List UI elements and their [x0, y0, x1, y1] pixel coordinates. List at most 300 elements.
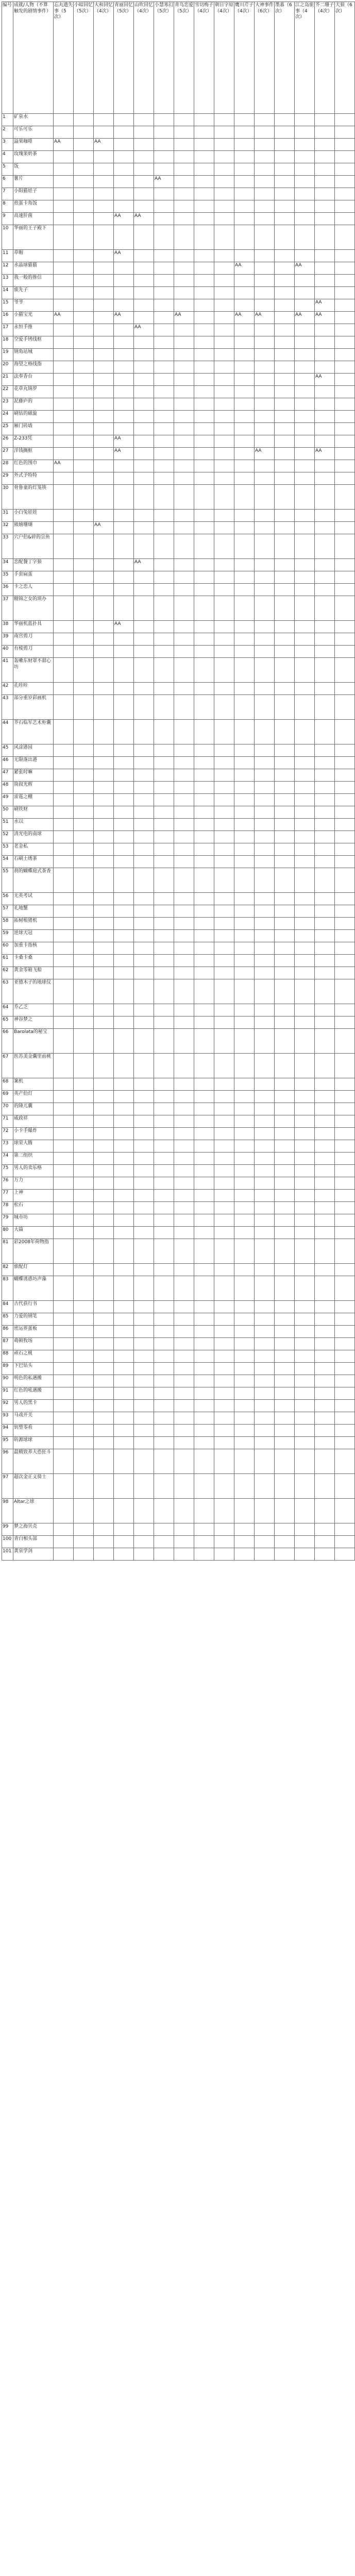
table-row: [2, 324, 355, 336]
cell-mark: [234, 1004, 255, 1016]
cell-mark: [134, 262, 154, 275]
table-row: [2, 1375, 355, 1387]
cell-mark: [234, 1190, 255, 1202]
table-row: [2, 188, 355, 200]
cell-mark: [194, 819, 214, 831]
cell-mark: [114, 1227, 134, 1239]
cell-mark: [255, 769, 275, 782]
cell-mark: [275, 1412, 295, 1425]
cell-mark: [94, 658, 114, 683]
cell-mark: [114, 1437, 134, 1449]
cell-mark: [255, 559, 275, 571]
cell-mark: [114, 1239, 134, 1264]
cell-mark: [154, 485, 174, 510]
cell-mark: [154, 1548, 174, 1561]
cell-mark: [194, 1548, 214, 1561]
cell-mark: [255, 1499, 275, 1523]
row-name: 华丽的王子殿下: [13, 225, 54, 250]
cell-mark: [94, 262, 114, 275]
cell-mark: [214, 1153, 234, 1165]
cell-mark: [94, 114, 114, 126]
cell-mark: [194, 621, 214, 633]
cell-mark: [194, 336, 214, 349]
cell-mark: [315, 621, 335, 633]
cell-mark: [54, 831, 74, 843]
cell-mark: [134, 176, 154, 188]
cell-mark: [74, 806, 94, 819]
cell-mark: [174, 1412, 194, 1425]
table-row: [2, 1091, 355, 1103]
cell-mark: [194, 386, 214, 398]
cell-mark: [295, 782, 315, 794]
cell-mark: [74, 720, 94, 744]
cell-mark: [54, 1425, 74, 1437]
cell-mark: [234, 435, 255, 448]
row-number: 1: [2, 114, 13, 126]
cell-mark: [114, 633, 134, 646]
header-column: 小暗回忆（5次）: [74, 2, 94, 114]
cell-mark: [214, 769, 234, 782]
cell-mark: [275, 683, 295, 695]
cell-mark: [275, 1449, 295, 1474]
cell-mark: [114, 176, 134, 188]
row-name: 可乐可乐: [13, 126, 54, 139]
cell-mark: [315, 534, 335, 559]
cell-mark: [114, 757, 134, 769]
cell-mark: [234, 1214, 255, 1227]
cell-mark: AA: [295, 312, 315, 324]
cell-mark: [214, 1004, 234, 1016]
cell-mark: [134, 1239, 154, 1264]
row-number: 6: [2, 176, 13, 188]
cell-mark: [154, 386, 174, 398]
row-number: 50: [2, 806, 13, 819]
cell-mark: [295, 769, 315, 782]
table-row: [2, 571, 355, 584]
row-number: 29: [2, 472, 13, 485]
cell-mark: [214, 559, 234, 571]
cell-mark: [154, 361, 174, 374]
cell-mark: [74, 1190, 94, 1202]
cell-mark: [174, 411, 194, 423]
cell-mark: [255, 782, 275, 794]
row-name: 大篇: [13, 1227, 54, 1239]
table-row: [2, 114, 355, 126]
cell-mark: [134, 1140, 154, 1153]
cell-mark: [315, 658, 335, 683]
header-column: 山吹回忆（4次）: [134, 2, 154, 114]
cell-mark: [94, 1313, 114, 1326]
cell-mark: [194, 1029, 214, 1054]
cell-mark: [275, 1400, 295, 1412]
cell-mark: [295, 163, 315, 176]
cell-mark: [94, 744, 114, 757]
cell-mark: [255, 1214, 275, 1227]
cell-mark: [194, 1449, 214, 1474]
cell-mark: [174, 510, 194, 522]
row-number: 13: [2, 275, 13, 287]
table-row: [2, 1276, 355, 1301]
cell-mark: [275, 918, 295, 930]
row-number: 97: [2, 1474, 13, 1499]
cell-mark: [255, 139, 275, 151]
row-number: 33: [2, 534, 13, 559]
row-name: 蝴蝶诱惑坊声藻: [13, 1276, 54, 1301]
cell-mark: [54, 1091, 74, 1103]
cell-mark: [234, 448, 255, 460]
cell-mark: [114, 1326, 134, 1338]
row-number: 78: [2, 1202, 13, 1214]
cell-mark: [335, 1437, 355, 1449]
cell-mark: [214, 176, 234, 188]
cell-mark: [174, 1177, 194, 1190]
cell-mark: AA: [234, 312, 255, 324]
cell-mark: [295, 1375, 315, 1387]
table-row: [2, 200, 355, 213]
row-number: 59: [2, 930, 13, 942]
cell-mark: [234, 1239, 255, 1264]
cell-mark: [275, 658, 295, 683]
cell-mark: [275, 1437, 295, 1449]
cell-mark: [275, 510, 295, 522]
cell-mark: [214, 126, 234, 139]
cell-mark: [295, 967, 315, 979]
cell-mark: [174, 1548, 194, 1561]
cell-mark: [335, 1153, 355, 1165]
cell-mark: [275, 1177, 295, 1190]
cell-mark: [315, 893, 335, 905]
cell-mark: [114, 1054, 134, 1078]
row-name: 玫瑰果奶茶: [13, 151, 54, 163]
cell-mark: [114, 967, 134, 979]
cell-mark: [74, 1054, 94, 1078]
cell-mark: [174, 1400, 194, 1412]
cell-mark: [335, 1177, 355, 1190]
cell-mark: [114, 225, 134, 250]
cell-mark: [275, 1239, 295, 1264]
cell-mark: AA: [134, 324, 154, 336]
row-name: 黄泉学剑: [13, 1548, 54, 1561]
cell-mark: [134, 571, 154, 584]
cell-mark: [154, 1449, 174, 1474]
cell-mark: [74, 522, 94, 534]
cell-mark: [255, 225, 275, 250]
cell-mark: [54, 905, 74, 918]
cell-mark: [194, 930, 214, 942]
cell-mark: [335, 856, 355, 868]
cell-mark: [295, 250, 315, 262]
cell-mark: [174, 522, 194, 534]
cell-mark: [255, 955, 275, 967]
cell-mark: [295, 460, 315, 472]
cell-mark: [114, 411, 134, 423]
cell-mark: [315, 1437, 335, 1449]
cell-mark: [335, 188, 355, 200]
cell-mark: [234, 1103, 255, 1115]
cell-mark: [315, 868, 335, 893]
header-column: 墨暮（6次）: [275, 2, 295, 114]
cell-mark: [275, 1536, 295, 1548]
cell-mark: [255, 1128, 275, 1140]
cell-mark: [234, 398, 255, 411]
cell-mark: [335, 510, 355, 522]
row-number: 36: [2, 584, 13, 596]
cell-mark: [255, 1313, 275, 1326]
cell-mark: [174, 955, 194, 967]
cell-mark: [174, 1326, 194, 1338]
cell-mark: [54, 398, 74, 411]
row-name: 溢果咖啡: [13, 139, 54, 151]
table-row: [2, 1115, 355, 1128]
cell-mark: [214, 472, 234, 485]
cell-mark: [255, 893, 275, 905]
cell-mark: [154, 1375, 174, 1387]
cell-mark: [94, 225, 114, 250]
row-name: 男人的卖乐格: [13, 1165, 54, 1177]
cell-mark: [194, 1276, 214, 1301]
cell-mark: [134, 1548, 154, 1561]
cell-mark: [234, 1474, 255, 1499]
cell-mark: [74, 1091, 94, 1103]
cell-mark: [134, 1387, 154, 1400]
cell-mark: [54, 1054, 74, 1078]
cell-mark: [295, 695, 315, 720]
cell-mark: [194, 695, 214, 720]
cell-mark: [74, 596, 94, 621]
cell-mark: [214, 695, 234, 720]
cell-mark: [275, 967, 295, 979]
cell-mark: [74, 1115, 94, 1128]
cell-mark: [54, 658, 74, 683]
cell-mark: [295, 918, 315, 930]
cell-mark: [194, 1474, 214, 1499]
cell-mark: [194, 769, 214, 782]
row-number: 12: [2, 262, 13, 275]
cell-mark: [74, 559, 94, 571]
cell-mark: [134, 819, 154, 831]
cell-mark: [54, 806, 74, 819]
cell-mark: [315, 1202, 335, 1214]
cell-mark: [194, 1115, 214, 1128]
cell-mark: [154, 1115, 174, 1128]
cell-mark: [54, 1140, 74, 1153]
cell-mark: [174, 139, 194, 151]
cell-mark: [54, 188, 74, 200]
cell-mark: AA: [94, 139, 114, 151]
cell-mark: [214, 1375, 234, 1387]
cell-mark: [275, 942, 295, 955]
row-name: 旅配灯: [13, 1264, 54, 1276]
cell-mark: [114, 324, 134, 336]
cell-mark: [255, 1264, 275, 1276]
cell-mark: [174, 472, 194, 485]
cell-mark: [194, 312, 214, 324]
row-name: 第二组织: [13, 1153, 54, 1165]
cell-mark: [54, 275, 74, 287]
cell-mark: [275, 720, 295, 744]
cell-mark: [295, 720, 315, 744]
cell-mark: [214, 1276, 234, 1301]
cell-mark: [134, 856, 154, 868]
cell-mark: [255, 423, 275, 435]
cell-mark: [114, 856, 134, 868]
cell-mark: [335, 522, 355, 534]
cell-mark: [234, 819, 255, 831]
cell-mark: [295, 1227, 315, 1239]
row-name: 煎蛋卡角饭: [13, 200, 54, 213]
cell-mark: [94, 843, 114, 856]
cell-mark: [74, 423, 94, 435]
cell-mark: [315, 250, 335, 262]
cell-mark: [234, 1153, 255, 1165]
cell-mark: [74, 1264, 94, 1276]
row-number: 39: [2, 633, 13, 646]
row-number: 101: [2, 1548, 13, 1561]
cell-mark: [295, 1091, 315, 1103]
cell-mark: [295, 1165, 315, 1177]
cell-mark: [54, 683, 74, 695]
cell-mark: [154, 522, 174, 534]
cell-mark: [214, 720, 234, 744]
cell-mark: [335, 312, 355, 324]
cell-mark: [194, 1412, 214, 1425]
cell-mark: [94, 1375, 114, 1387]
cell-mark: [154, 1363, 174, 1375]
cell-mark: [335, 769, 355, 782]
cell-mark: [194, 126, 214, 139]
cell-mark: [54, 744, 74, 757]
cell-mark: [134, 1276, 154, 1301]
cell-mark: [74, 1202, 94, 1214]
cell-mark: [234, 1375, 255, 1387]
cell-mark: [154, 1004, 174, 1016]
cell-mark: [74, 1165, 94, 1177]
cell-mark: AA: [114, 448, 134, 460]
row-number: 11: [2, 250, 13, 262]
table-row: [2, 1165, 355, 1177]
row-number: 42: [2, 683, 13, 695]
cell-mark: [54, 571, 74, 584]
cell-mark: [255, 114, 275, 126]
cell-mark: [174, 1523, 194, 1536]
cell-mark: [154, 868, 174, 893]
row-number: 54: [2, 856, 13, 868]
cell-mark: [114, 782, 134, 794]
cell-mark: [295, 1153, 315, 1165]
table-row: [2, 1202, 355, 1214]
cell-mark: [54, 918, 74, 930]
cell-mark: [335, 695, 355, 720]
cell-mark: [214, 757, 234, 769]
cell-mark: [214, 1227, 234, 1239]
cell-mark: [174, 1363, 194, 1375]
cell-mark: [174, 1054, 194, 1078]
cell-mark: [54, 287, 74, 299]
cell-mark: [194, 1091, 214, 1103]
cell-mark: [275, 1103, 295, 1115]
cell-mark: [134, 1474, 154, 1499]
header-number: 编号: [2, 2, 13, 114]
cell-mark: [315, 275, 335, 287]
row-number: 94: [2, 1425, 13, 1437]
cell-mark: [234, 1313, 255, 1326]
cell-mark: [214, 1140, 234, 1153]
cell-mark: [275, 1387, 295, 1400]
cell-mark: [335, 633, 355, 646]
cell-mark: [315, 1239, 335, 1264]
cell-mark: [275, 1128, 295, 1140]
cell-mark: AA: [114, 312, 134, 324]
cell-mark: [154, 1078, 174, 1091]
cell-mark: [54, 1115, 74, 1128]
cell-mark: [134, 1227, 154, 1239]
cell-mark: [315, 336, 335, 349]
cell-mark: [134, 163, 154, 176]
cell-mark: [214, 386, 234, 398]
cell-mark: [255, 361, 275, 374]
cell-mark: [214, 1548, 234, 1561]
cell-mark: [214, 633, 234, 646]
cell-mark: [54, 126, 74, 139]
row-number: 77: [2, 1190, 13, 1202]
cell-mark: [134, 139, 154, 151]
cell-mark: [255, 411, 275, 423]
cell-mark: [234, 930, 255, 942]
cell-mark: [315, 1153, 335, 1165]
cell-mark: [54, 794, 74, 806]
cell-mark: [194, 1375, 214, 1387]
cell-mark: [255, 1400, 275, 1412]
cell-mark: [134, 200, 154, 213]
cell-mark: [255, 806, 275, 819]
table-row: [2, 1214, 355, 1227]
cell-mark: [134, 918, 154, 930]
cell-mark: [194, 831, 214, 843]
cell-mark: [94, 794, 114, 806]
cell-mark: [275, 262, 295, 275]
row-number: 49: [2, 794, 13, 806]
cell-mark: [54, 1128, 74, 1140]
table-row: [2, 893, 355, 905]
table-row: [2, 868, 355, 893]
cell-mark: [335, 1313, 355, 1326]
row-name: 威政祥: [13, 1115, 54, 1128]
row-name: 顽石之桃: [13, 1350, 54, 1363]
cell-mark: [134, 584, 154, 596]
cell-mark: [315, 1350, 335, 1363]
cell-mark: [154, 510, 174, 522]
cell-mark: [94, 1016, 114, 1029]
cell-mark: [315, 559, 335, 571]
cell-mark: [154, 942, 174, 955]
cell-mark: [335, 485, 355, 510]
cell-mark: [114, 188, 134, 200]
cell-mark: [295, 559, 315, 571]
cell-mark: [134, 1153, 154, 1165]
table-row: [2, 1054, 355, 1078]
header-column: 大和回忆（4次）: [94, 2, 114, 114]
row-number: 41: [2, 658, 13, 683]
cell-mark: [255, 386, 275, 398]
cell-mark: [74, 683, 94, 695]
cell-mark: [335, 1115, 355, 1128]
cell-mark: [234, 485, 255, 510]
cell-mark: [134, 769, 154, 782]
cell-mark: [134, 621, 154, 633]
cell-mark: [234, 856, 255, 868]
row-number: 88: [2, 1350, 13, 1363]
cell-mark: [295, 1523, 315, 1536]
